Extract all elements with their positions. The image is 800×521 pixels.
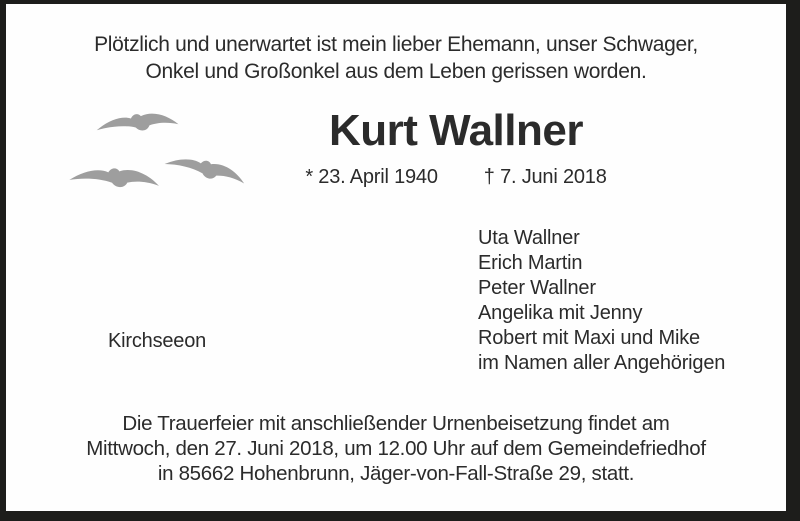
deceased-name: Kurt Wallner [329,106,583,155]
obituary-card [6,4,786,511]
mourner-item: Uta Wallner [478,227,580,249]
deceased-header [286,108,626,189]
intro-text [6,31,786,85]
place-name: Kirchseeon [108,330,207,352]
mourners-list [478,226,725,376]
mourner-item: Peter Wallner [478,277,596,299]
funeral-details [6,411,786,486]
bird-icon [95,110,178,135]
funeral-line-1: Die Trauerfeier mit anschließender Urnenbeisetzung findet am [122,412,670,435]
intro-line-2: Onkel und Großonkel aus dem Leben gerissen worden. [145,60,647,83]
mourner-item: im Namen aller Angehörigen [478,352,726,374]
life-dates [286,166,626,189]
funeral-line-2: Mittwoch, den 27. Juni 2018, um 12.00 Uhr auf dem Gemeindefriedhof [86,437,706,460]
death-date: † 7. Juni 2018 [483,166,607,188]
mourner-item: Angelika mit Jenny [478,302,643,324]
funeral-line-3: in 85662 Hohenbrunn, Jäger-von-Fall-Straße 29, statt. [157,462,635,485]
bird-icon [69,167,159,189]
birth-date: * 23. April 1940 [305,166,438,188]
mourner-item: Erich Martin [478,252,583,274]
intro-line-1: Plötzlich und unerwartet ist mein lieber Ehemann, unser Schwager, [94,33,698,56]
mourner-item: Robert mit Maxi und Mike [478,327,700,349]
bird-icon [164,152,248,186]
flying-birds-icon [62,100,272,210]
